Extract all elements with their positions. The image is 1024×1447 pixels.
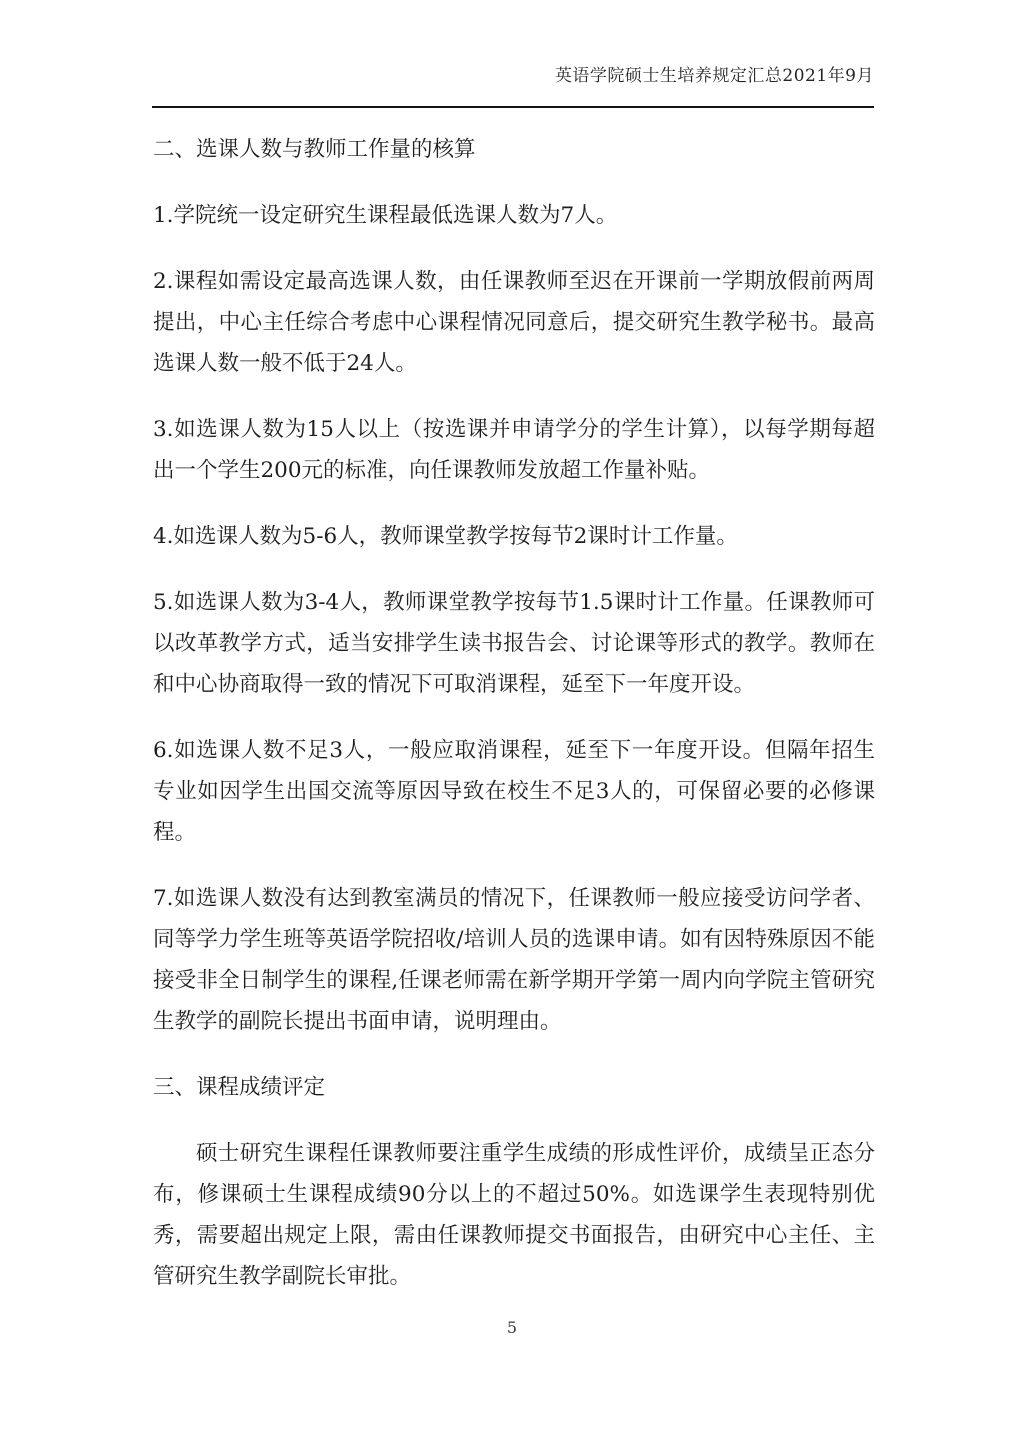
- paragraph-item-7: 7.如选课人数没有达到教室满员的情况下，任课教师一般应接受访问学者、同等学力学生班等英语学院招收/培训人员的选课申请。如有因特殊原因不能接受非全日制学生的课程,任课老师需在新学期开学第一周内向学院主管研究生教学的副院长提出书面申请，说明理由。: [153, 886, 875, 1034]
- paragraph-item-5: 5.如选课人数为3-4人，教师课堂教学按每节1.5课时计工作量。任课教师可以改革教学方式，适当安排学生读书报告会、讨论课等形式的教学。教师在和中心协商取得一致的情况下可取消课程，延至下一年度开设。: [153, 590, 875, 697]
- paragraph-item-4: 4.如选课人数为5-6人，教师课堂教学按每节2课时计工作量。: [153, 524, 738, 549]
- header-rule: [152, 106, 874, 108]
- paragraph-grade-evaluation: 硕士研究生课程任课教师要注重学生成绩的形成性评价，成绩呈正态分布，修课硕士生课程成绩90分以上的不超过50%。如选课学生表现特别优秀，需要超出规定上限，需由任课教师提交书面报告，由研究中心主任、主管研究生教学副院长审批。: [153, 1141, 875, 1289]
- paragraph-item-3: 3.如选课人数为15人以上（按选课并申请学分的学生计算），以每学期每超出一个学生200元的标准，向任课教师发放超工作量补贴。: [153, 417, 875, 483]
- document-body: [153, 129, 875, 1322]
- page-number: 5: [506, 1318, 518, 1337]
- paragraph-item-1: 1.学院统一设定研究生课程最低选课人数为7人。: [153, 203, 618, 228]
- paragraph-item-2: 2.课程如需设定最高选课人数，由任课教师至迟在开课前一学期放假前两周提出，中心主任综合考虑中心课程情况同意后，提交研究生教学秘书。最高选课人数一般不低于24人。: [153, 269, 875, 376]
- paragraph-item-6: 6.如选课人数不足3人，一般应取消课程，延至下一年度开设。但隔年招生专业如因学生出国交流等原因导致在校生不足3人的，可保留必要的必修课程。: [153, 738, 875, 845]
- page-header: [152, 64, 874, 88]
- header-title: 英语学院硕士生培养规定汇总2021年9月: [554, 66, 874, 86]
- section-heading-course-enrollment-workload: 二、选课人数与教师工作量的核算: [153, 137, 476, 162]
- section-heading-grade-evaluation: 三、课程成绩评定: [153, 1075, 326, 1100]
